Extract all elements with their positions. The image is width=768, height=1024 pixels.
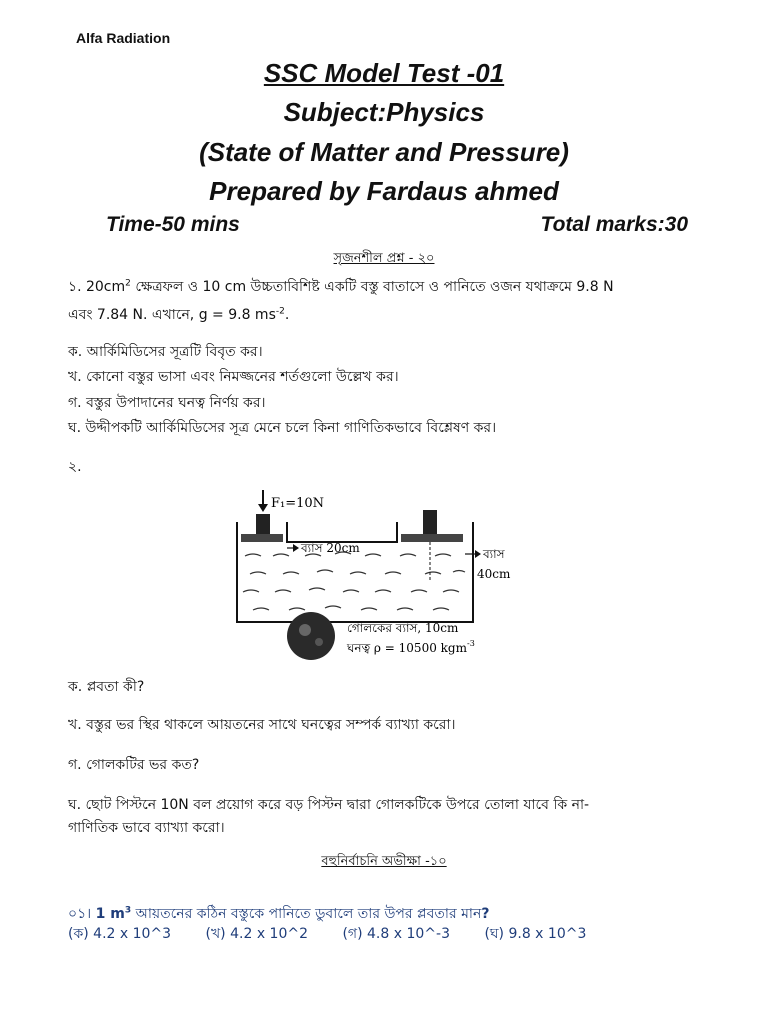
mcq-q1-options xyxy=(68,922,616,946)
sphere xyxy=(287,612,335,660)
subject-line: Subject:Physics xyxy=(283,97,485,127)
force-label: F₁=10N xyxy=(271,496,325,511)
q2-part-ga: গ. গোলকটির ভর কত? xyxy=(68,757,200,773)
q2-part-kha: খ. বস্তুর ভর স্থির থাকলে আয়তনের সাথে ঘনত্বের সম্পর্ক ব্যাখ্যা করো। xyxy=(68,717,456,733)
sphere-density-label: ঘনত্ব ρ = 10500 kgm$^{-3}$ xyxy=(347,639,475,655)
mcq-option[interactable]: (গ) 4.8 x 10^-3 xyxy=(342,926,450,942)
q2-part-ka: ক. প্লবতা কী? xyxy=(68,679,145,695)
large-diameter-label-1: ব্যাস xyxy=(483,547,505,561)
mcq-option[interactable]: (ঘ) 9.8 x 10^3 xyxy=(484,926,587,942)
topic-line: (State of Matter and Pressure) xyxy=(199,137,569,167)
total-marks-label: Total marks:30 xyxy=(540,213,688,236)
large-diameter-label-2: 40cm xyxy=(477,567,511,581)
q1-part-ga: গ. বস্তুর উপাদানের ঘনত্ব নির্ণয় কর। xyxy=(68,395,266,411)
small-piston-rod xyxy=(256,514,270,536)
small-piston-head xyxy=(241,534,283,542)
q1-part-ka: ক. আর্কিমিডিসের সূত্রটি বিবৃত কর। xyxy=(68,344,263,360)
q1-stem-line2: এবং 7.84 N. এখানে, g = 9.8 $ms^{-2}$. xyxy=(68,306,290,323)
q1-part-kha: খ. কোনো বস্তুর ভাসা এবং নিমজ্জনের শর্তগুলো উল্লেখ কর। xyxy=(68,369,399,385)
q1-stem-line1: ১. $20cm^2$ ক্ষেত্রফল ও 10 cm উচ্চতাবিশিষ্ট একটি বস্তু বাতাসে ও পানিতে ওজন যথাক্রমে 9.8 N xyxy=(68,278,614,295)
q2-part-gha-line1: ঘ. ছোট পিস্টনে 10N বল প্রয়োগ করে বড় পিস্টন দ্বারা গোলকটিকে উপরে তোলা যাবে কি না- xyxy=(68,797,590,813)
sphere-diameter-label: গোলকের ব্যাস, 10cm xyxy=(347,621,459,635)
mcq-option[interactable]: (খ) 4.2 x 10^2 xyxy=(205,926,309,942)
force-arrowhead xyxy=(258,504,268,512)
water-fill xyxy=(243,552,465,610)
test-title: SSC Model Test -01 xyxy=(263,58,505,88)
q2-number: ২. xyxy=(68,459,82,475)
time-label: Time-50 mins xyxy=(106,213,240,236)
hydraulic-press-figure xyxy=(225,482,545,667)
mcq-heading: বহুনির্বাচনি অভীক্ষা -১০ xyxy=(321,854,447,869)
author-line: Prepared by Fardaus ahmed xyxy=(209,176,559,206)
q2-part-gha-line2: গাণিতিক ভাবে ব্যাখ্যা করো। xyxy=(68,820,225,836)
creative-heading: সৃজনশীল প্রশ্ন - ২০ xyxy=(333,251,435,266)
q1-part-gha: ঘ. উদ্দীপকটি আর্কিমিডিসের সূত্র মেনে চলে কিনা গাণিতিকভাবে বিশ্লেষণ কর। xyxy=(68,420,497,436)
brand-label: Alfa Radiation xyxy=(76,30,171,46)
mcq-option[interactable]: (ক) 4.2 x 10^3 xyxy=(68,926,172,942)
large-piston-rod xyxy=(423,510,437,536)
mcq-q1-question: ০১। 1 $m^3$ আয়তনের কঠিন বস্তুকে পানিতে ডুবালে তার উপর প্লবতার মান? xyxy=(68,905,490,922)
large-piston-head xyxy=(401,534,463,542)
small-diameter-label: ব্যাস 20cm xyxy=(301,541,360,555)
